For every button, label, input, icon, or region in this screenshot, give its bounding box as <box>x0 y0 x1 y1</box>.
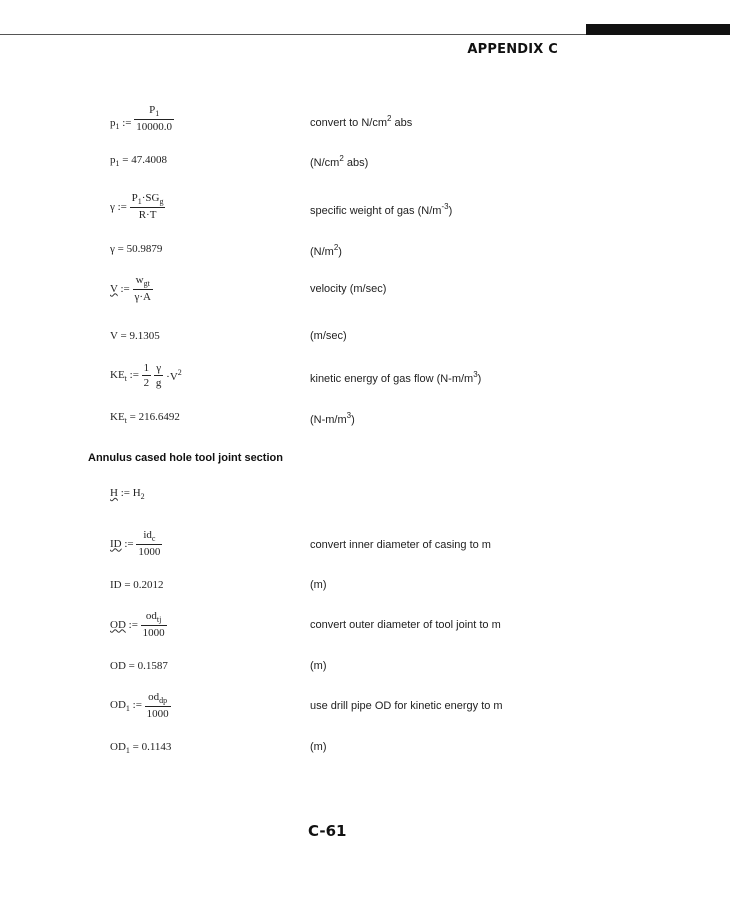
comment-p1-definition: convert to $N/cm^2$ abs <box>310 114 413 129</box>
section-title: Annulus cased hole tool joint section <box>88 452 283 464</box>
header-rule <box>0 34 586 35</box>
appendix-heading: APPENDIX C <box>467 42 558 57</box>
page-number: C-61 <box>308 822 347 840</box>
header-bar <box>586 24 730 35</box>
